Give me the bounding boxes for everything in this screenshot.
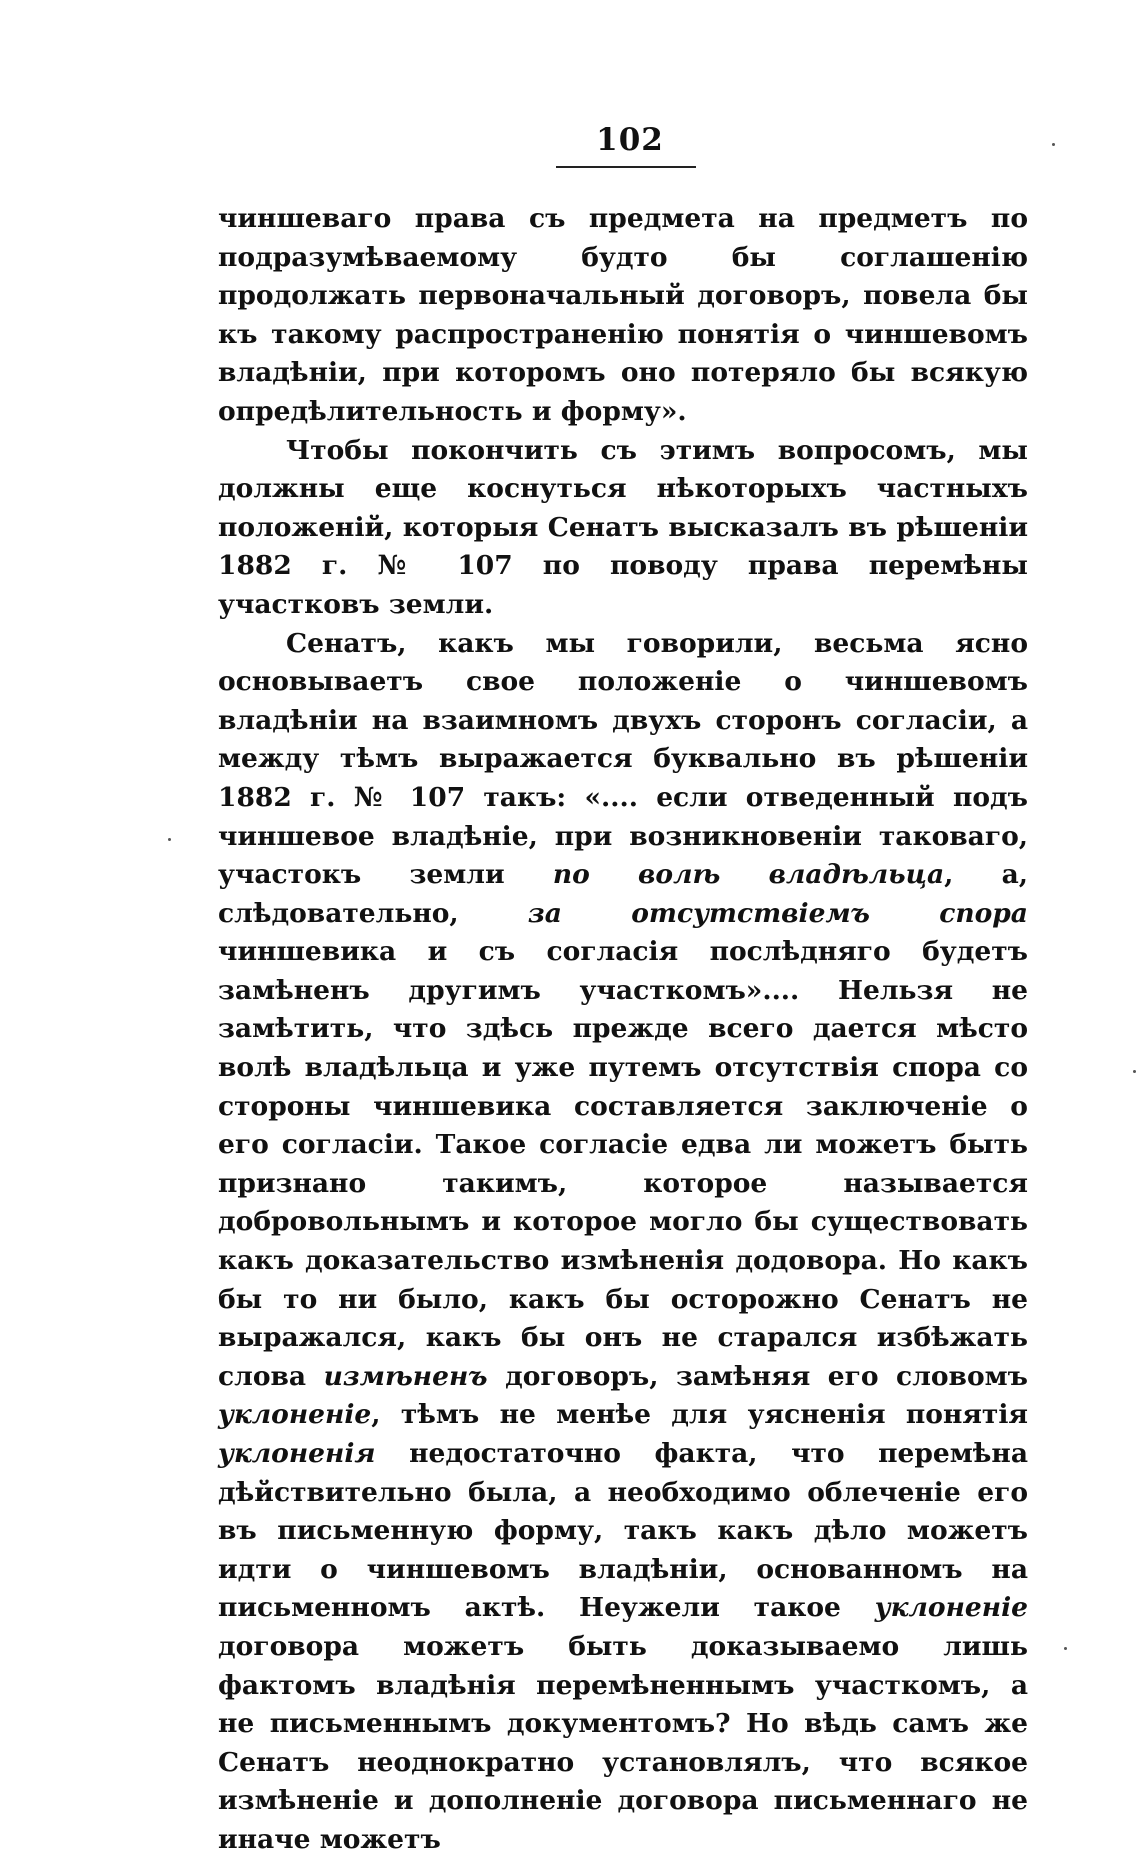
body-text — [218, 200, 1028, 1860]
page-number: 102 — [596, 122, 664, 158]
paragraph-3 — [218, 625, 1028, 1860]
paragraph-3-text: , тѣмъ не менѣе для уясненія понятія — [371, 1399, 1028, 1431]
paragraph-3-text: Сенатъ, какъ мы говорили, весьма ясно основываетъ свое положеніе о чиншевомъ владѣніи на взаимномъ двухъ сторонъ согласіи, а между тѣмъ выражается буквально въ рѣшеніи 1882 г. № 107 такъ: «.... если отведенный подъ чиншевое владѣніе, при возникновеніи таковаго, участокъ земли — [218, 627, 1028, 891]
paragraph-3-text: договора можетъ быть доказываемо лишь фактомъ владѣнія перемѣненнымъ участкомъ, а не письменнымъ документомъ? Но вѣдь самъ же Сенатъ неоднократно установлялъ, что всякое измѣненіе и дополненіе договора письменнаго не иначе можетъ — [218, 1630, 1028, 1855]
paragraph-3-text: чиншевика и съ согласія послѣдняго будетъ замѣненъ другимъ участкомъ».... Нельзя не замѣтить, что здѣсь прежде всего дается мѣсто волѣ владѣльца и уже путемъ отсутствія спора со стороны чиншевика составляется заключеніе о его согласіи. Такое согласіе едва ли можетъ быть признано такимъ, которое называется добровольнымъ и которое могло бы существовать какъ доказательство измѣненія додовора. Но какъ бы то ни было, какъ бы осторожно Сенатъ не выражался, какъ бы онъ не старался избѣжать слова — [218, 936, 1028, 1392]
paragraph-3-text: договоръ, замѣняя его словомъ — [487, 1360, 1028, 1392]
scan-speck — [1133, 1070, 1136, 1073]
scan-speck — [1064, 1647, 1067, 1650]
italic-phrase: уклоненіе — [218, 1399, 372, 1431]
paragraph-3-text: , а, слѣдовательно, — [218, 859, 1028, 929]
italic-phrase: уклоненіе — [874, 1592, 1028, 1624]
paragraph-3-text: недостаточно факта, что перемѣна дѣйствительно была, а необходимо облеченіе его въ письменную форму, такъ какъ дѣло можетъ идти о чиншевомъ владѣніи, основанномъ на письменномъ актѣ. Неужели такое — [218, 1438, 1028, 1624]
italic-phrase: уклоненія — [218, 1438, 376, 1469]
scan-speck — [168, 838, 171, 841]
italic-phrase: измѣненъ — [323, 1360, 488, 1392]
page-number-rule — [556, 166, 696, 168]
paragraph-2: Чтобы покончить съ этимъ вопросомъ, мы должны еще коснуться нѣкоторыхъ частныхъ положеній, которыя Сенатъ высказалъ въ рѣшеніи 1882 г. № 107 по поводу права перемѣны участковъ земли. — [218, 434, 1028, 620]
paragraph-1: чиншеваго права съ предмета на предметъ по подразумѣваемому будто бы соглашенію продолжать первоначальный договоръ, повела бы къ такому распространенію понятія о чиншевомъ владѣніи, при которомъ оно потеряло бы всякую опредѣлительность и форму». — [218, 203, 1028, 427]
italic-phrase: по волѣ владѣльца — [552, 859, 945, 891]
scan-speck — [1052, 143, 1055, 146]
italic-phrase: за отсутствіемъ спора — [527, 897, 1028, 929]
